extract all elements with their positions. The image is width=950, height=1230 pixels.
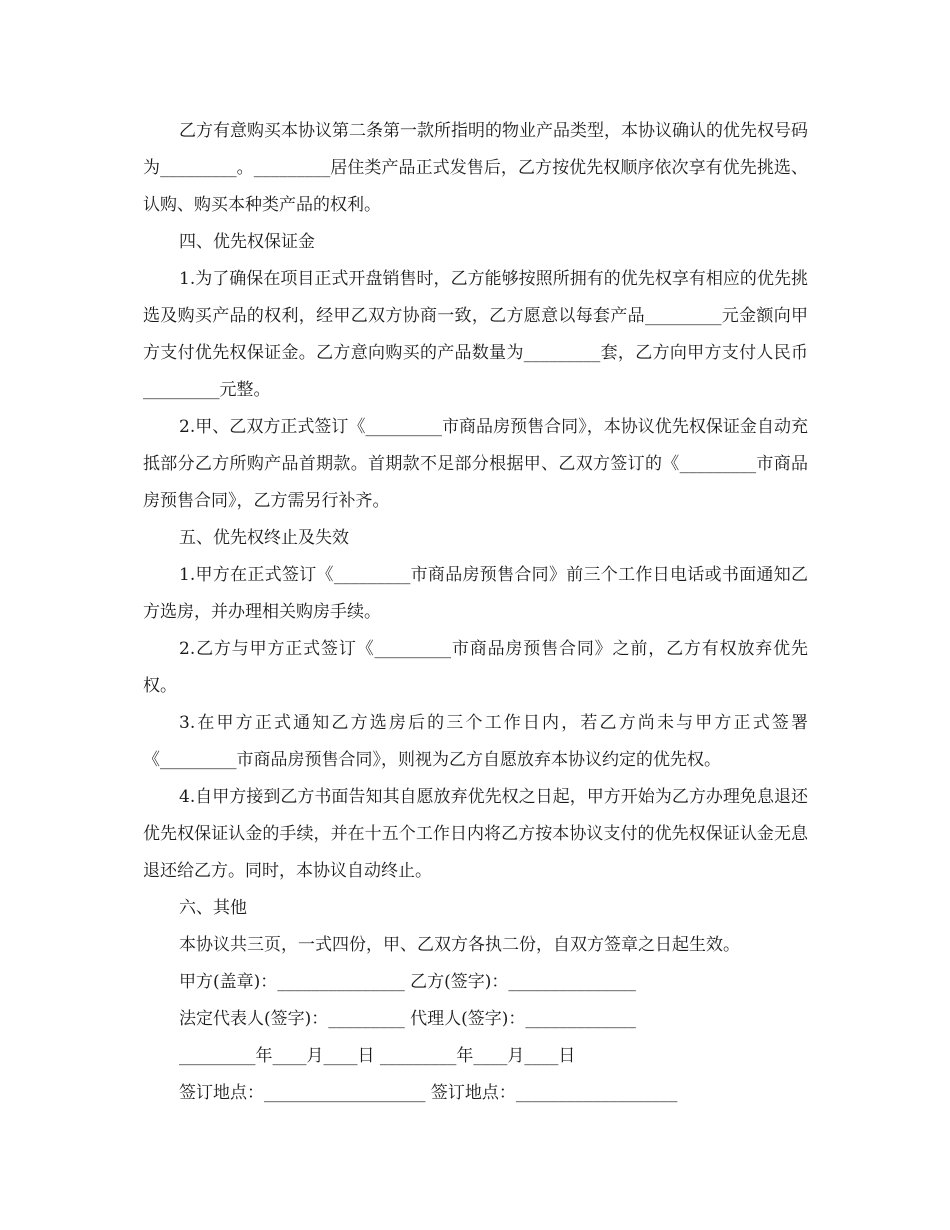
section-heading-termination: 五、优先权终止及失效	[179, 528, 349, 548]
signature-line-parties: 甲方(盖章)：_______________ 乙方(签字)：_______________	[179, 972, 636, 992]
clause-deposit-2: 2.甲、乙双方正式签订《_________市商品房预售合同》，本协议优先权保证金自动充抵部分乙方所购产品首期款。首期款不足部分根据甲、乙双方签订的《_________市商品房预售合同》，乙方需另行补齐。	[143, 417, 808, 511]
clause-termination-1: 1.甲方在正式签订《_________市商品房预售合同》前三个工作日电话或书面通知乙方选房，并办理相关购房手续。	[143, 565, 808, 622]
clause-termination-3: 3.在甲方正式通知乙方选房后的三个工作日内，若乙方尚未与甲方正式签署《_________市商品房预售合同》，则视为乙方自愿放弃本协议约定的优先权。	[143, 713, 808, 770]
paragraph-priority-number: 乙方有意购买本协议第二条第一款所指明的物业产品类型，本协议确认的优先权号码为_________。_________居住类产品正式发售后，乙方按优先权顺序依次享有优先挑选、认购、购买本种类产品的权利。	[143, 121, 808, 215]
signature-line-locations: 签订地点：___________________ 签订地点：___________________	[179, 1083, 678, 1103]
clause-deposit-1: 1.为了确保在项目正式开盘销售时，乙方能够按照所拥有的优先权享有相应的优先挑选及购买产品的权利，经甲乙双方协商一致，乙方愿意以每套产品_________元金额向甲方支付优先权保证金。乙方意向购买的产品数量为_________套，乙方向甲方支付人民币_________元整。	[143, 269, 808, 400]
clause-termination-2: 2.乙方与甲方正式签订《_________市商品房预售合同》之前，乙方有权放弃优先权。	[143, 639, 808, 696]
section-heading-other: 六、其他	[179, 898, 247, 918]
document-body	[143, 113, 808, 1112]
signature-line-dates: _________年____月____日 _________年____月____日	[179, 1046, 576, 1066]
section-heading-deposit: 四、优先权保证金	[179, 232, 315, 252]
signature-line-representatives: 法定代表人(签字)：_________ 代理人(签字)：_____________	[179, 1009, 636, 1029]
clause-termination-4: 4.自甲方接到乙方书面告知其自愿放弃优先权之日起，甲方开始为乙方办理免息退还优先权保证认金的手续，并在十五个工作日内将乙方按本协议支付的优先权保证认金无息退还给乙方。同时，本协议自动终止。	[143, 787, 808, 881]
clause-other-1: 本协议共三页，一式四份，甲、乙双方各执二份，自双方签章之日起生效。	[179, 935, 740, 955]
